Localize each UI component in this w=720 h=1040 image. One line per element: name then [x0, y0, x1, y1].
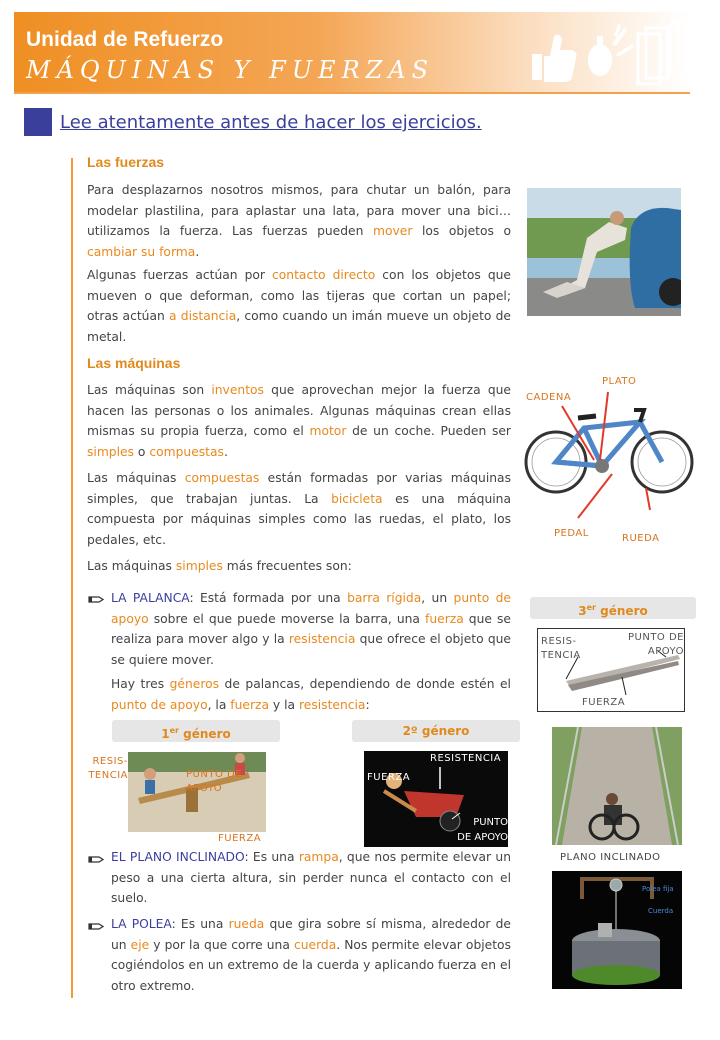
maquinas-paragraph-3: Las máquinas simples más frecuentes son:: [87, 559, 352, 573]
fuerzas-paragraph-1: Para desplazarnos nosotros mismos, para chutar un balón, para modelar plastilina, para aplastar una lata, para mover una bici… utilizamos la fuerza. Las fuerzas pueden mover los objetos o cambiar su forma.: [87, 183, 511, 259]
plano-paragraph: EL PLANO INCLINADO: Es una rampa, que nos permite elevar un peso a una cierta altura, sin perder nunca el contacto con el suelo.: [111, 850, 511, 905]
person-pushing-car-photo: [527, 188, 681, 316]
well-pulley-photo: [552, 871, 682, 989]
g1-label-fuerza: FUERZA: [218, 833, 262, 844]
maquinas-paragraph-2: Las máquinas compuestas están formadas por varias máquinas simples, que trabajan juntas. La bicicleta es una máquina compuesta por máquinas simples como las ruedas, el plato, los pedales, etc.: [87, 471, 511, 547]
polea-paragraph: LA POLEA: Es una rueda que gira sobre sí misma, alrededor de un eje y por la que corre una cuerda. Nos permite elevar objetos cogiéndolos en un extremo de la cuerda y aplicando fuerza en el otro extremo.: [111, 917, 512, 993]
g1-label-resistencia: RESIS- TENCIA: [88, 756, 128, 781]
thumbs-up-icon: [532, 35, 577, 82]
genero-3-diagram: [537, 628, 685, 712]
genero-1-title: 1er género: [112, 720, 280, 742]
fuerzas-paragraph-2: Algunas fuerzas actúan por contacto directo con los objetos que mueven o que deforman, como las tijeras que cortan un papel; otras actúan a distancia, como cuando un imán mueve un objeto de metal.: [87, 268, 511, 344]
label-rueda: RUEDA: [622, 533, 660, 544]
g3-label-punto-apoyo: PUNTO DE APOYO: [627, 632, 684, 657]
plano-caption: PLANO INCLINADO: [560, 852, 661, 863]
label-plato: PLATO: [602, 376, 637, 387]
heading-fuerzas: Las fuerzas: [87, 154, 165, 170]
pencil-bullet-icon: [88, 854, 104, 865]
unit-subtitle: MÁQUINAS Y FUERZAS: [26, 56, 435, 84]
g2-label-fuerza: FUERZA: [367, 772, 411, 783]
label-pedal: PEDAL: [554, 528, 589, 539]
pencil-bullet-icon: [88, 921, 104, 932]
g3-label-resistencia: RESIS- TENCIA: [541, 636, 581, 661]
heading-maquinas: Las máquinas: [87, 355, 181, 371]
intro-marker: [24, 108, 52, 136]
well-label-cuerda: Cuerda: [648, 907, 674, 915]
genero-3-title: 3er género: [530, 597, 696, 619]
g2-label-resistencia: RESISTENCIA: [430, 753, 502, 764]
header-icons: [520, 14, 690, 92]
palanca-paragraph-2: Hay tres géneros de palancas, dependiendo de donde estén el punto de apoyo, la fuerza y la resistencia:: [111, 677, 511, 712]
pencil-bullet-icon: [88, 594, 104, 605]
g2-label-punto-apoyo: PUNTO DE APOYO: [457, 817, 508, 843]
content-rule: [71, 158, 73, 998]
intro-instruction: Lee atentamente antes de hacer los ejercicios.: [60, 112, 482, 133]
well-label-polea: Polea fija: [642, 885, 674, 893]
header-divider: [14, 92, 690, 94]
wheelchair-ramp-photo: [552, 727, 682, 845]
tools-icon: [588, 24, 634, 76]
label-cadena: CADENA: [526, 392, 572, 403]
maquinas-paragraph-1: Las máquinas son inventos que aprovechan mejor la fuerza que hacen las personas o los animales. Algunas máquinas crean ellas mismas su propia fuerza, como el motor de un coche. Pueden ser simples o compuestas.: [87, 383, 511, 459]
g3-label-fuerza: FUERZA: [582, 697, 626, 708]
genero-2-title: 2º género: [352, 720, 520, 742]
unit-title: Unidad de Refuerzo: [26, 28, 224, 51]
documents-icon: [638, 20, 686, 84]
g1-label-punto-apoyo: PUNTO DE APOYO: [186, 769, 243, 794]
palanca-paragraph-1: LA PALANCA: Está formada por una barra rígida, un punto de apoyo sobre el que puede moverse la barra, una fuerza que se realiza para mover algo y la resistencia que ofrece el objeto que se quiere mover.: [111, 591, 511, 667]
